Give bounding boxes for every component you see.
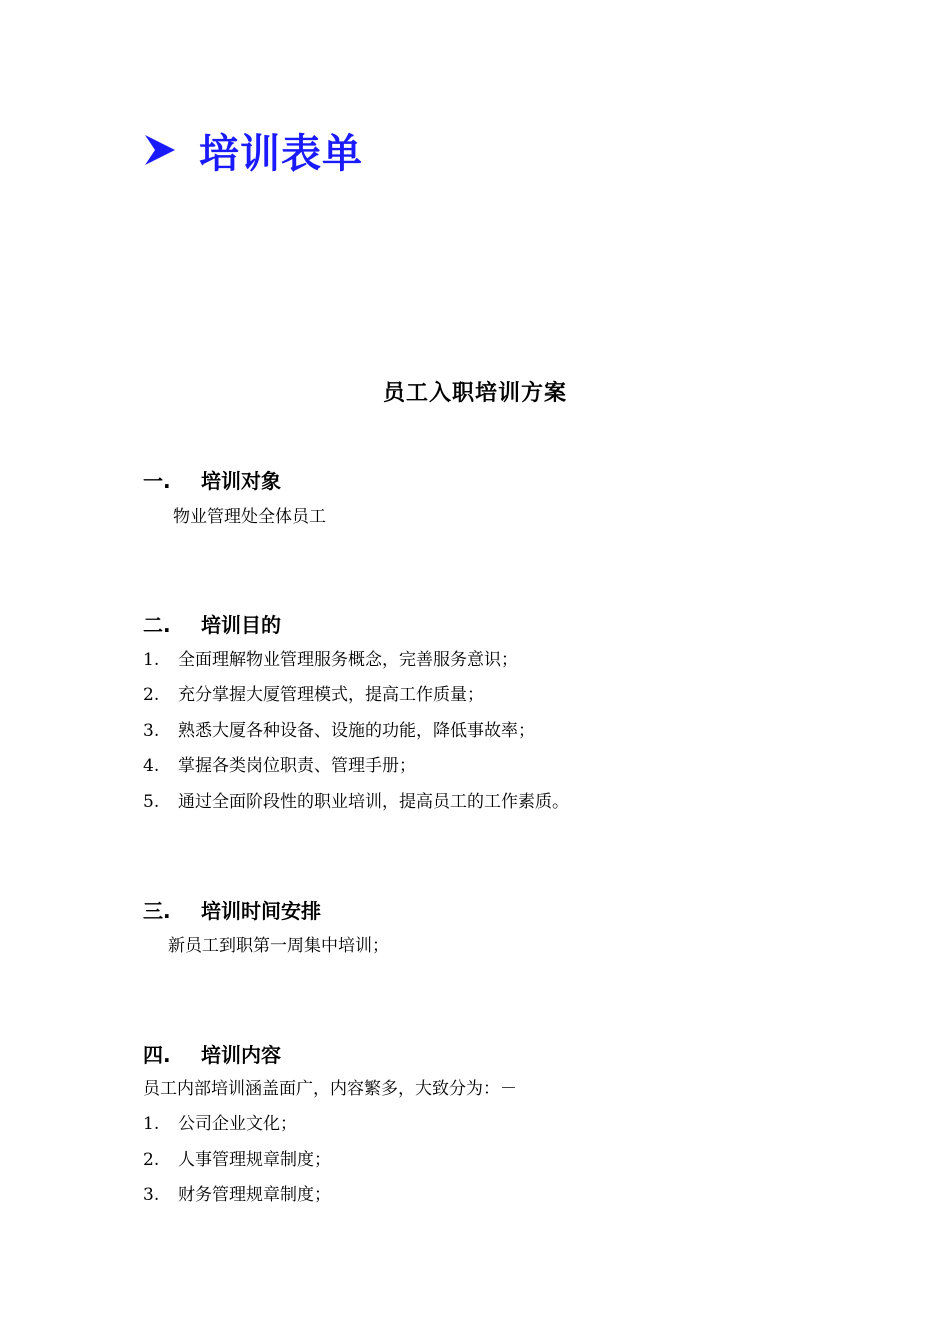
list-item-number: 4.	[143, 756, 160, 776]
section-heading-schedule	[143, 895, 321, 923]
list-item	[143, 683, 484, 707]
section-text: 新员工到职第一周集中培训；	[168, 936, 389, 956]
section-heading-content	[143, 1039, 281, 1067]
list-item-text: 通过全面阶段性的职业培训，提高员工的工作素质。	[178, 792, 569, 812]
list-item-text: 熟悉大厦各种设备、设施的功能，降低事故率；	[178, 721, 535, 741]
section-number: 三.	[143, 898, 171, 923]
list-item-number: 2.	[143, 685, 160, 705]
list-item-number: 1.	[143, 1114, 160, 1134]
section-text: 物业管理处全体员工	[173, 507, 326, 527]
section-number: 一.	[143, 468, 171, 493]
section-title: 培训时间安排	[201, 898, 321, 923]
list-item-text: 财务管理规章制度；	[178, 1185, 331, 1205]
section-heading-purpose	[143, 609, 281, 637]
section-title: 培训内容	[201, 1042, 281, 1067]
list-item	[143, 1112, 297, 1136]
list-item-number: 5.	[143, 792, 160, 812]
list-item	[143, 1148, 331, 1172]
list-item-number: 3.	[143, 721, 160, 741]
list-item-text: 人事管理规章制度；	[178, 1150, 331, 1170]
list-item-text: 公司企业文化；	[178, 1114, 297, 1134]
section-number: 二.	[143, 612, 171, 637]
section-intro: 员工内部培训涵盖面广，内容繁多，大致分为：－	[143, 1079, 517, 1099]
section-heading-target	[143, 465, 281, 493]
page-heading	[143, 122, 363, 178]
list-item-text: 全面理解物业管理服务概念，完善服务意识；	[178, 650, 518, 670]
section-title: 培训对象	[201, 468, 281, 493]
section-title: 培训目的	[201, 612, 281, 637]
section-number: 四.	[143, 1042, 171, 1067]
list-item	[143, 790, 569, 814]
list-item	[143, 719, 535, 743]
page-heading-text: 培训表单	[199, 130, 363, 177]
list-item	[143, 648, 518, 672]
list-item-text: 掌握各类岗位职责、管理手册；	[178, 756, 416, 776]
list-item-text: 充分掌握大厦管理模式，提高工作质量；	[178, 685, 484, 705]
document-title: 员工入职培训方案	[382, 381, 567, 406]
list-item-number: 3.	[143, 1185, 160, 1205]
arrow-right-icon	[143, 133, 177, 167]
list-item-number: 1.	[143, 650, 160, 670]
list-item-number: 2.	[143, 1150, 160, 1170]
list-item	[143, 1183, 331, 1207]
list-item	[143, 754, 416, 778]
